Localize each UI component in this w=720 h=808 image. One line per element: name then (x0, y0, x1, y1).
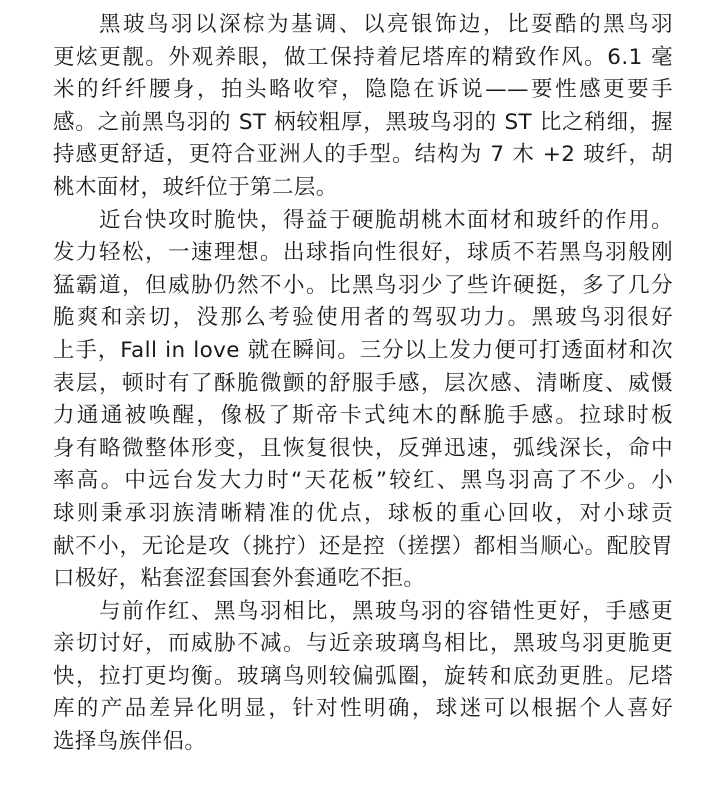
text-line: 选择鸟族伴侣。 (53, 729, 207, 755)
article-body (53, 9, 673, 759)
text-line: 快，拉打更均衡。玻璃鸟则较偏弧圈，旋转和底劲更胜。尼塔 (53, 663, 673, 689)
text-line: 身有略微整体形变，且恢复很快，反弹迅速，弧线深长，命中 (53, 435, 673, 461)
text-line: 口极好，粘套涩套国套外套通吃不拒。 (53, 566, 426, 592)
text-line: 表层，顿时有了酥脆微颤的舒服手感，层次感、清晰度、威慑 (53, 370, 673, 396)
text-line: 发力轻松，一速理想。出球指向性很好，球质不若黑鸟羽般刚 (53, 240, 673, 266)
paragraph-3 (53, 596, 673, 759)
text-line: 率高。中远台发大力时“天花板”较红、黑鸟羽高了不少。小 (53, 468, 673, 494)
text-line: 感。之前黑鸟羽的 ST 柄较粗厚，黑玻鸟羽的 ST 比之稍细，握 (53, 109, 673, 135)
text-line: 亲切讨好，而威胁不减。与近亲玻璃鸟相比，黑玻鸟羽更脆更 (53, 631, 673, 657)
text-line: 献不小，无论是攻（挑拧）还是控（搓摆）都相当顺心。配胶胃 (53, 533, 673, 559)
text-line: 更炫更靓。外观养眼，做工保持着尼塔库的精致作风。6.1 毫 (53, 44, 673, 70)
text-line: 猛霸道，但威胁仍然不小。比黑鸟羽少了些许硬挺，多了几分 (53, 272, 673, 298)
text-line: 持感更舒适，更符合亚洲人的手型。结构为 7 木 +2 玻纤，胡 (53, 142, 673, 168)
text-line: 米的纤纤腰身，拍头略收窄，隐隐在诉说——要性感更要手 (53, 77, 673, 103)
text-line: 近台快攻时脆快，得益于硬脆胡桃木面材和玻纤的作用。 (99, 207, 673, 233)
text-line: 脆爽和亲切，没那么考验使用者的驾驭功力。黑玻鸟羽很好 (53, 305, 673, 331)
text-line: 与前作红、黑鸟羽相比，黑玻鸟羽的容错性更好，手感更 (99, 598, 673, 624)
text-line: 库的产品差异化明显，针对性明确，球迷可以根据个人喜好 (53, 696, 673, 722)
text-line: 桃木面材，玻纤位于第二层。 (53, 174, 338, 200)
text-line: 力通通被唤醒，像极了斯帝卡式纯木的酥脆手感。拉球时板 (53, 403, 673, 429)
paragraph-1 (53, 9, 673, 205)
text-line: 上手，Fall in love 就在瞬间。三分以上发力便可打透面材和次 (53, 337, 673, 363)
paragraph-2 (53, 205, 673, 596)
text-line: 黑玻鸟羽以深棕为基调、以亮银饰边，比耍酷的黑鸟羽 (99, 12, 673, 37)
text-line: 球则秉承羽族清晰精准的优点，球板的重心回收，对小球贡 (53, 500, 673, 526)
